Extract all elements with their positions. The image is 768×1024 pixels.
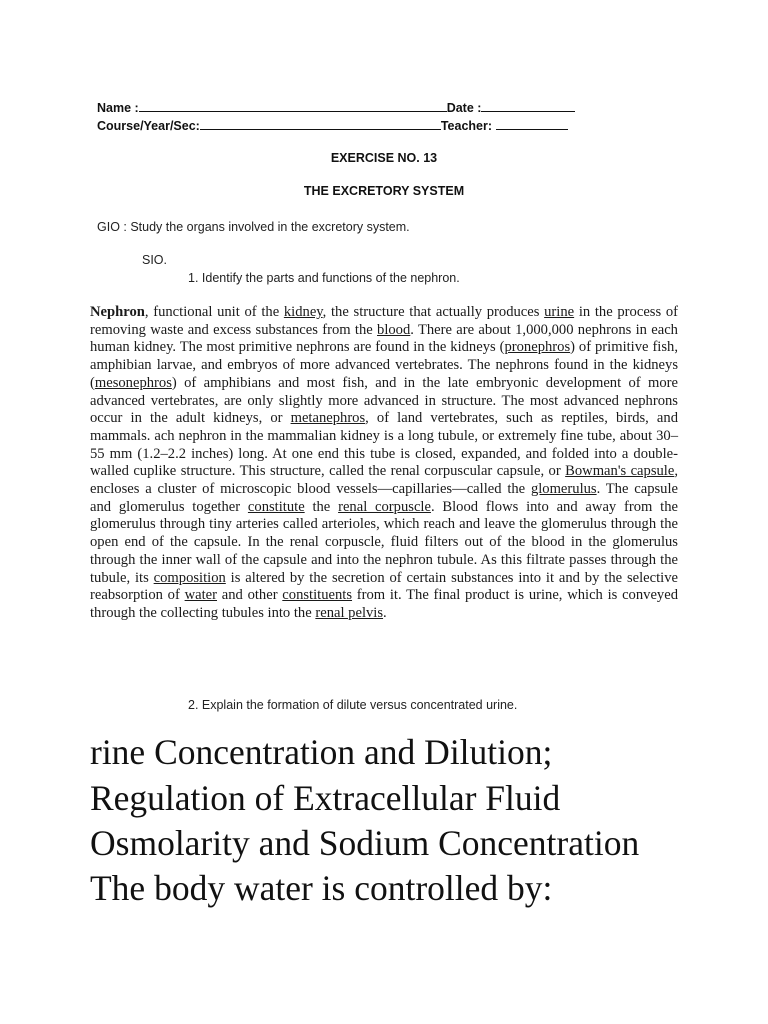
link-kidney[interactable]: kidney	[283, 304, 323, 320]
nephron-paragraph	[90, 304, 678, 623]
name-date-row	[97, 99, 575, 116]
text-span: .	[383, 604, 387, 621]
text-span: , the structure that actually produces	[322, 304, 545, 320]
text-span: . The capsule and glomerulus together	[90, 481, 678, 515]
course-teacher-row	[97, 117, 568, 134]
objective-2: 2. Explain the formation of dilute versus concentrated urine.	[188, 698, 518, 712]
link-urine[interactable]: urine	[544, 304, 575, 320]
big-heading-line-1: rine Concentration and Dilution;	[90, 732, 553, 772]
link-constitute[interactable]: constitute	[247, 498, 305, 515]
text-span: ) of amphibians and most fish, and in the late embryonic development of more advanced vertebrates, are only slightly more advanced in structure. The most advanced nephrons occur in the adult kidneys, or	[90, 374, 678, 427]
teacher-label: Teacher:	[440, 119, 493, 133]
exercise-title: EXERCISE NO. 13	[330, 151, 438, 165]
text-span: and other	[217, 587, 283, 604]
course-field[interactable]	[200, 117, 441, 130]
gio-text: GIO : Study the organs involved in the excretory system.	[97, 220, 410, 234]
text-span: in the process of removing waste and excess substances from the	[90, 304, 679, 338]
link-water[interactable]: water	[184, 587, 218, 604]
link-metanephros[interactable]: metanephros	[290, 410, 366, 427]
link-pronephros[interactable]: pronephros	[504, 339, 571, 356]
text-span: , of land vertebrates, such as reptiles, birds, and mammals. ach nephron in the mammalian kidney is a long tubule, or extremely fine tube, about 30–55 mm (1.2–2.2 inches) long. At one end this tube is closed, expanded, and folded into a double-walled cuplike structure. This structure, called the renal corpuscular capsule, or	[90, 410, 678, 480]
big-heading-line-3: Osmolarity and Sodium Concentration	[90, 823, 640, 863]
text-span: ) of primitive fish, amphibian larvae, and embryos of more advanced vertebrates. The nephrons found in the kidneys (	[90, 339, 678, 391]
course-label: Course/Year/Sec:	[97, 119, 200, 133]
link-bowmans-capsule[interactable]: Bowman's capsule	[565, 463, 675, 480]
term-nephron: Nephron	[90, 304, 145, 320]
text-span: is altered by the secretion of certain substances into it and by the selective reabsorption of	[90, 569, 678, 604]
date-label: Date :	[446, 101, 482, 115]
big-heading-line-2: Regulation of Extracellular Fluid	[90, 778, 561, 818]
text-span: from it. The final product is urine, which is conveyed through the collecting tubules into the	[90, 587, 678, 621]
link-mesonephros[interactable]: mesonephros	[94, 374, 172, 391]
text-span: the	[304, 498, 339, 515]
text-span: . There are about 1,000,000 nephrons in each human kidney. The most primitive nephrons are found in the kidneys (	[90, 321, 678, 356]
link-composition[interactable]: composition	[153, 569, 226, 586]
text-span: , functional unit of the	[144, 304, 284, 320]
topic-title: THE EXCRETORY SYSTEM	[303, 184, 465, 198]
link-renal-corpuscle[interactable]: renal corpuscle	[338, 498, 431, 515]
name-field[interactable]	[139, 99, 447, 112]
link-renal-pelvis[interactable]: renal pelvis	[315, 604, 384, 621]
text-span: . Blood flows into and away from the glomerulus through tiny arteries called arterioles, which reach and leave the glomerulus through the open end of the capsule. In the renal corpuscle, fluid filters out of the blood in the glomerulus through the inner wall of the capsule and into the nephron tubule. As this filtrate passes through the tubule, its	[90, 498, 678, 586]
big-heading-line-4: The body water is controlled by:	[90, 868, 553, 908]
link-blood[interactable]: blood	[377, 321, 411, 338]
link-constituents[interactable]: constituents	[282, 587, 353, 604]
sio-label: SIO.	[142, 253, 168, 267]
text-span: , encloses a cluster of microscopic blood vessels—capillaries—called the	[90, 463, 678, 498]
teacher-field[interactable]	[496, 117, 568, 130]
link-glomerulus[interactable]: glomerulus	[530, 481, 597, 498]
objective-1: 1. Identify the parts and functions of the nephron.	[188, 271, 460, 285]
date-field[interactable]	[481, 99, 575, 112]
name-label: Name :	[97, 101, 139, 115]
